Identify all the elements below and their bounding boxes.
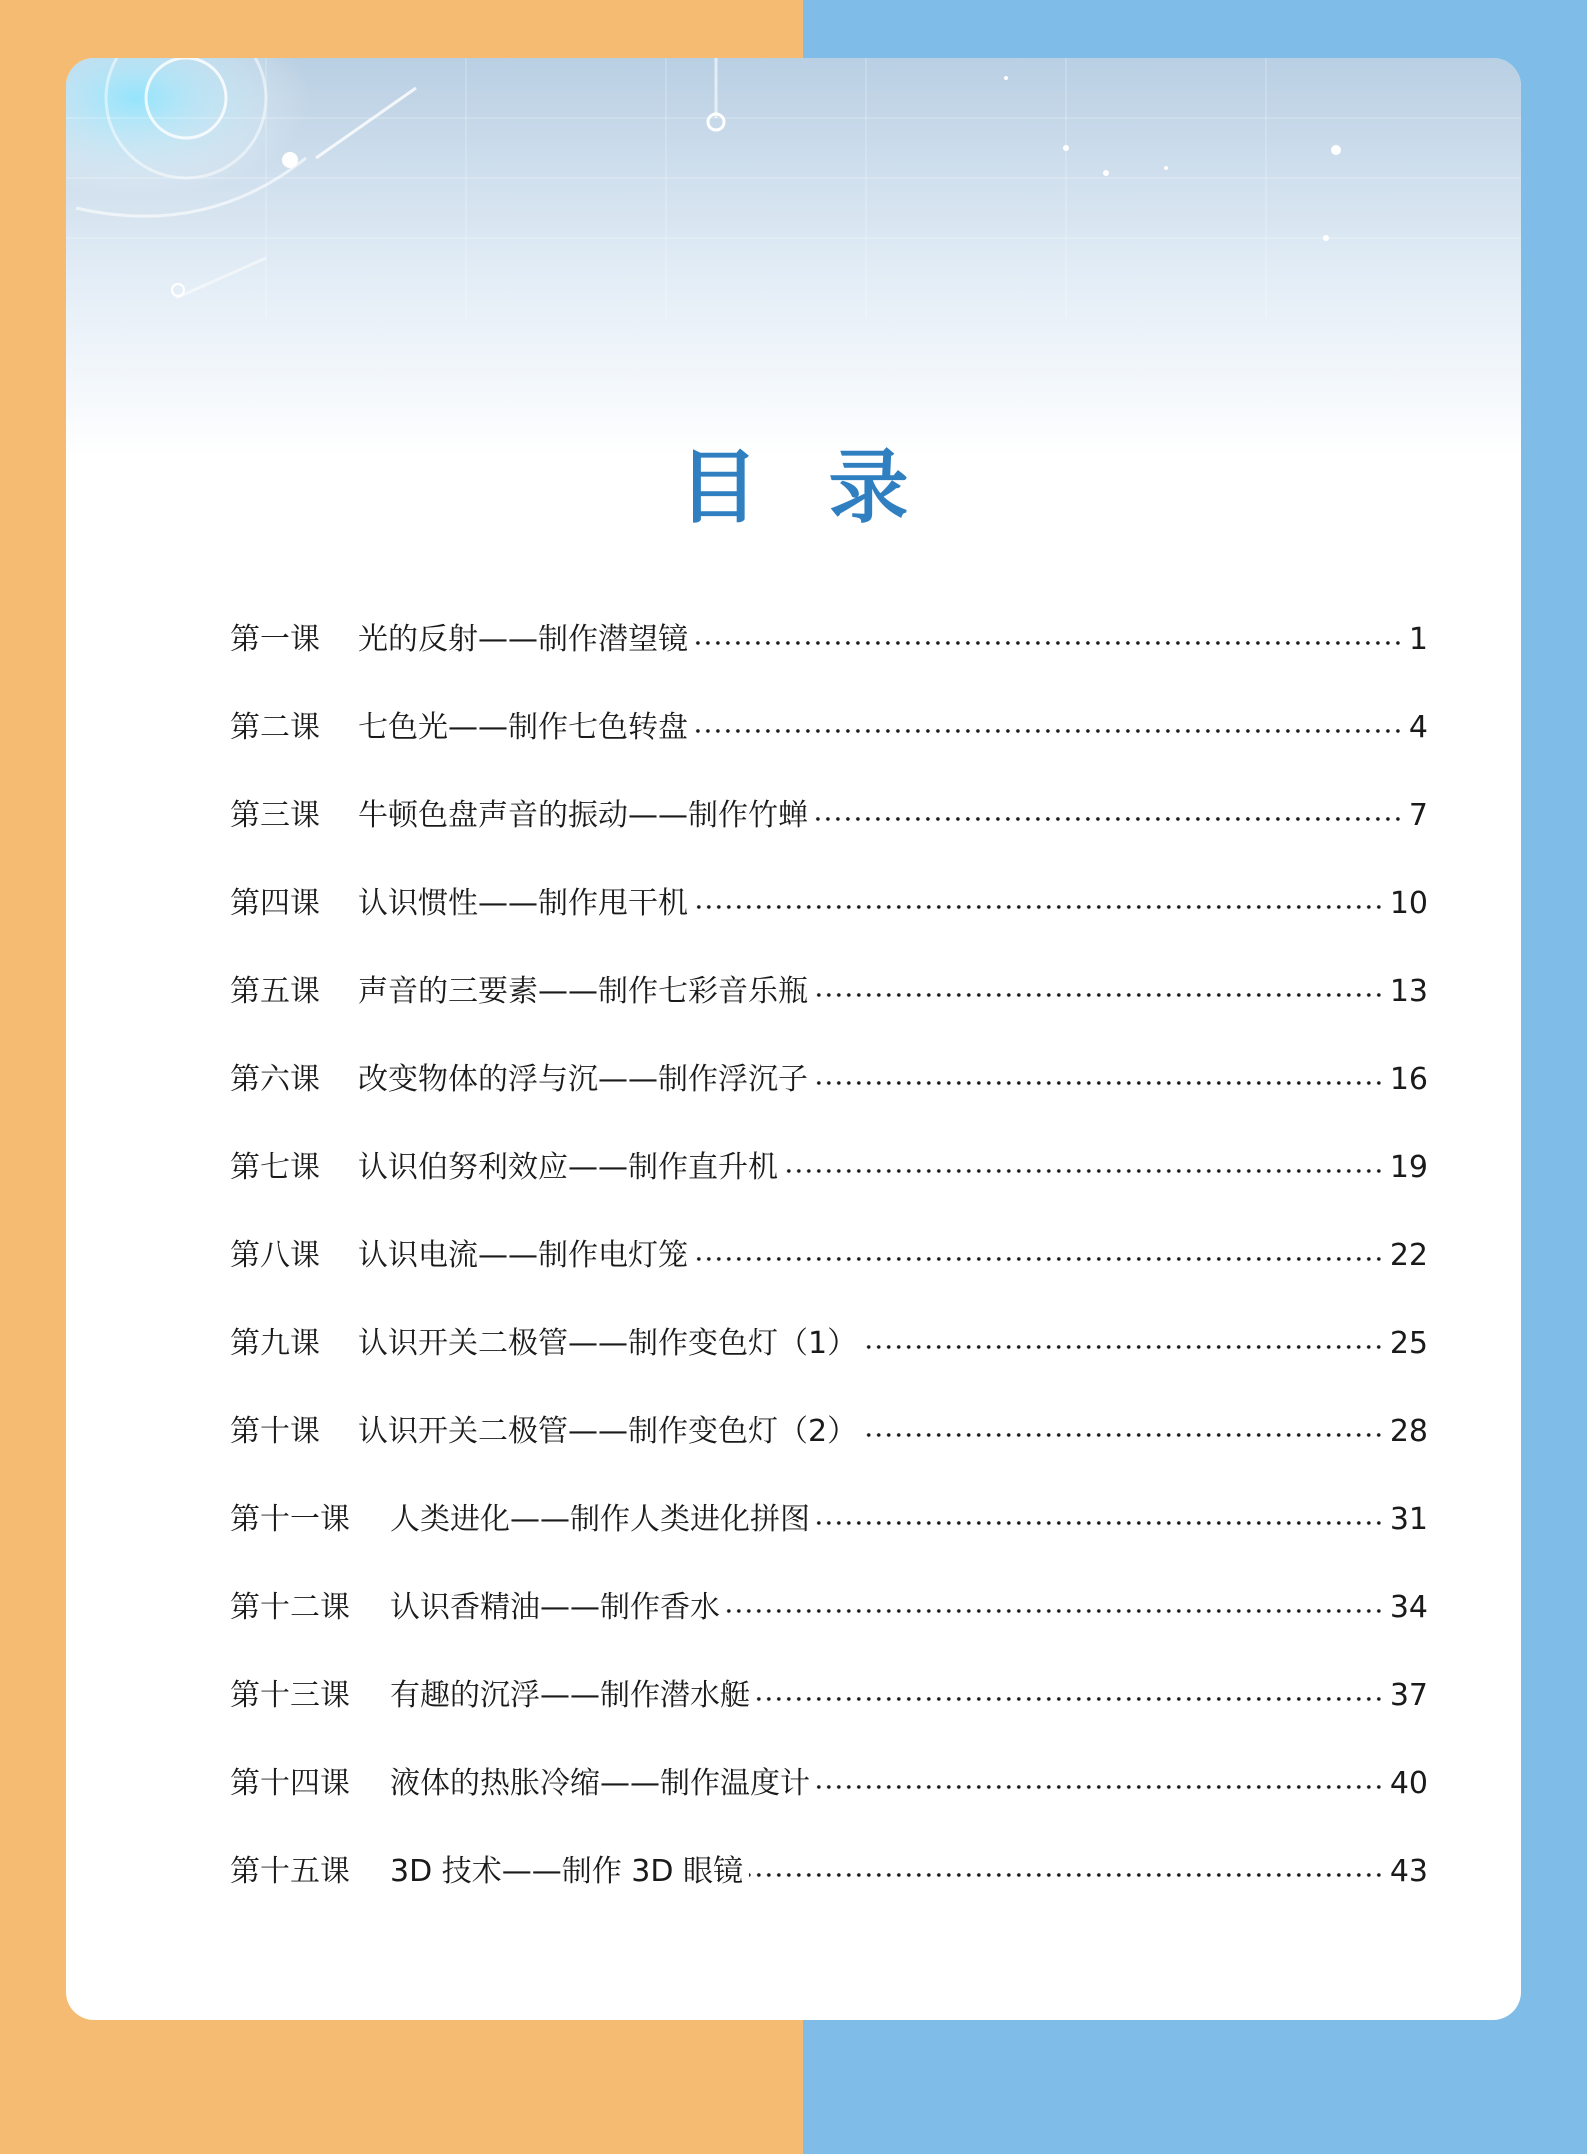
tech-header-decoration bbox=[66, 58, 1521, 458]
toc-dot-leader bbox=[694, 905, 1384, 909]
toc-lesson-title: 认识电流——制作电灯笼 bbox=[358, 1238, 688, 1273]
page-card bbox=[66, 58, 1521, 2020]
toc-page-number: 25 bbox=[1389, 1326, 1428, 1361]
toc-lesson-title: 七色光——制作七色转盘 bbox=[358, 710, 688, 745]
toc-lesson-title: 光的反射——制作潜望镜 bbox=[358, 622, 688, 657]
toc-lesson-number: 第四课 bbox=[230, 886, 320, 921]
toc-dot-leader bbox=[749, 1873, 1384, 1877]
toc-page-number: 10 bbox=[1389, 886, 1428, 921]
toc-lesson-title: 认识伯努利效应——制作直升机 bbox=[358, 1150, 778, 1185]
toc-dot-leader bbox=[694, 641, 1403, 645]
toc-page-number: 22 bbox=[1389, 1238, 1428, 1273]
toc-dot-leader bbox=[816, 1785, 1384, 1789]
toc-dot-leader bbox=[814, 993, 1384, 997]
toc-lesson-title: 人类进化——制作人类进化拼图 bbox=[390, 1502, 810, 1537]
toc-page-number: 34 bbox=[1389, 1590, 1428, 1625]
toc-entry[interactable] bbox=[230, 1652, 1428, 1740]
toc-dot-leader bbox=[816, 1521, 1384, 1525]
toc-lesson-number: 第七课 bbox=[230, 1150, 320, 1185]
toc-lesson-title: 认识开关二极管——制作变色灯（2） bbox=[358, 1414, 858, 1449]
toc-lesson-number: 第六课 bbox=[230, 1062, 320, 1097]
toc-lesson-number: 第三课 bbox=[230, 798, 320, 833]
toc-lesson-title: 牛顿色盘声音的振动——制作竹蝉 bbox=[358, 798, 808, 833]
toc-lesson-number: 第十一课 bbox=[230, 1502, 350, 1537]
toc-lesson-number: 第二课 bbox=[230, 710, 320, 745]
toc-lesson-number: 第十课 bbox=[230, 1414, 320, 1449]
toc-lesson-number: 第十二课 bbox=[230, 1590, 350, 1625]
page-title: 目录 bbox=[678, 441, 979, 534]
toc-lesson-title: 认识开关二极管——制作变色灯（1） bbox=[358, 1326, 858, 1361]
toc-lesson-title: 认识香精油——制作香水 bbox=[390, 1590, 720, 1625]
toc-entry[interactable] bbox=[230, 1564, 1428, 1652]
toc-lesson-title: 有趣的沉浮——制作潜水艇 bbox=[390, 1678, 750, 1713]
toc-page-number: 7 bbox=[1408, 798, 1428, 833]
toc-page-number: 4 bbox=[1408, 710, 1428, 745]
toc-dot-leader bbox=[814, 1081, 1384, 1085]
toc-lesson-title: 液体的热胀冷缩——制作温度计 bbox=[390, 1766, 810, 1801]
toc-dot-leader bbox=[694, 729, 1403, 733]
toc-entry[interactable] bbox=[230, 684, 1428, 772]
toc-dot-leader bbox=[784, 1169, 1384, 1173]
toc-page-number: 43 bbox=[1389, 1854, 1428, 1889]
toc-dot-leader bbox=[694, 1257, 1384, 1261]
toc-lesson-number: 第十三课 bbox=[230, 1678, 350, 1713]
toc-page-number: 13 bbox=[1389, 974, 1428, 1009]
toc-page-number: 31 bbox=[1389, 1502, 1428, 1537]
toc-lesson-number: 第十四课 bbox=[230, 1766, 350, 1801]
toc-entry[interactable] bbox=[230, 1300, 1428, 1388]
toc-page-number: 40 bbox=[1389, 1766, 1428, 1801]
toc-lesson-number: 第十五课 bbox=[230, 1854, 350, 1889]
toc-lesson-title: 声音的三要素——制作七彩音乐瓶 bbox=[358, 974, 808, 1009]
toc-lesson-number: 第一课 bbox=[230, 622, 320, 657]
table-of-contents bbox=[230, 596, 1428, 1916]
toc-lesson-title: 3D 技术——制作 3D 眼镜 bbox=[390, 1854, 743, 1889]
toc-entry[interactable] bbox=[230, 1476, 1428, 1564]
toc-lesson-title: 改变物体的浮与沉——制作浮沉子 bbox=[358, 1062, 808, 1097]
toc-entry[interactable] bbox=[230, 596, 1428, 684]
toc-lesson-number: 第九课 bbox=[230, 1326, 320, 1361]
toc-entry[interactable] bbox=[230, 1124, 1428, 1212]
toc-dot-leader bbox=[756, 1697, 1384, 1701]
toc-entry[interactable] bbox=[230, 1828, 1428, 1916]
toc-lesson-title: 认识惯性——制作甩干机 bbox=[358, 886, 688, 921]
toc-entry[interactable] bbox=[230, 772, 1428, 860]
toc-entry[interactable] bbox=[230, 1212, 1428, 1300]
toc-dot-leader bbox=[814, 817, 1403, 821]
toc-page-number: 16 bbox=[1389, 1062, 1428, 1097]
toc-entry[interactable] bbox=[230, 1388, 1428, 1476]
toc-page-number: 28 bbox=[1389, 1414, 1428, 1449]
toc-page-number: 1 bbox=[1408, 622, 1428, 657]
toc-lesson-number: 第八课 bbox=[230, 1238, 320, 1273]
toc-entry[interactable] bbox=[230, 860, 1428, 948]
toc-entry[interactable] bbox=[230, 948, 1428, 1036]
toc-dot-leader bbox=[863, 1433, 1384, 1437]
toc-entry[interactable] bbox=[230, 1740, 1428, 1828]
toc-lesson-number: 第五课 bbox=[230, 974, 320, 1009]
toc-dot-leader bbox=[726, 1609, 1384, 1613]
toc-page-number: 19 bbox=[1389, 1150, 1428, 1185]
toc-dot-leader bbox=[863, 1345, 1384, 1349]
toc-entry[interactable] bbox=[230, 1036, 1428, 1124]
toc-page-number: 37 bbox=[1389, 1678, 1428, 1713]
